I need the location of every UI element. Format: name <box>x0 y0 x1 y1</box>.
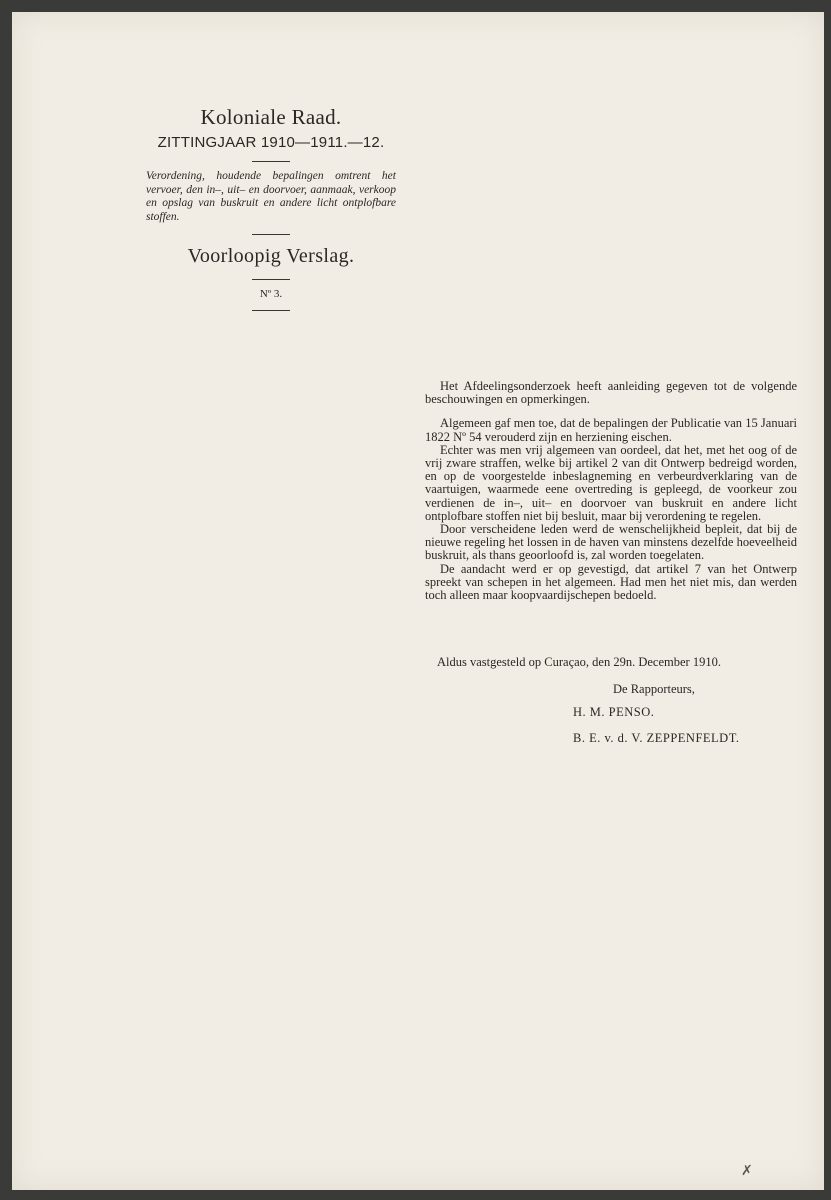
divider <box>252 279 290 280</box>
report-title: Voorloopig Verslag. <box>187 245 355 267</box>
ordinance-description: Verordening, houdende bepalingen omtrent het vervoer, den in–, uit– en doorvoer, aanmaak, verkoop en opslag van buskruit en andere licht ontplofbare stoffen. <box>146 170 396 223</box>
document-page <box>12 12 824 1190</box>
paragraph: Echter was men vrij algemeen van oordeel, dat het, met het oog of de vrij zware straffen, welke bij artikel 2 van dit Ontwerp bedreigd worden, en op de voorgestelde inbeslagneming en verbeurdverklaring van de vaartuigen, waarmede eene overtreding is gepleegd, de voorkeur zou verdienen de in–, uit– en doorvoer van buskruit en andere licht ontplofbare stoffen niet bij besluit, maar bij verordening te regelen. <box>425 442 797 523</box>
report-number: Nº 3. <box>259 288 283 300</box>
paragraph: De aandacht werd er op gevestigd, dat artikel 7 van het Ontwerp spreekt van schepen in het algemeen. Had men het niet mis, dan werden toch alleen maar koopvaardijschepen bedoeld. <box>425 561 797 603</box>
council-title: Koloniale Raad. <box>200 105 342 129</box>
document-header <box>142 104 400 319</box>
divider <box>252 310 290 311</box>
signatory: B. E. v. d. V. ZEPPENFELDT. <box>573 731 740 745</box>
rapporteurs-label: De Rapporteurs, <box>613 682 695 696</box>
corner-mark: ✗ <box>741 1164 753 1179</box>
divider <box>252 234 290 235</box>
paragraph: Door verscheidene leden werd de wenschelijkheid bepleit, dat bij de nieuwe regeling het lossen in de haven van minstens dezelfde hoeveelheid buskruit, als thans geoorloofd is, zal worden toegelaten. <box>425 522 797 563</box>
closing-statement: Aldus vastgesteld op Curaçao, den 29n. December 1910. <box>437 655 721 669</box>
session-year: ZITTINGJAAR 1910—1911.—12. <box>157 134 385 151</box>
paragraph: Het Afdeelingsonderzoek heeft aanleiding gegeven tot de volgende beschouwingen en opmerkingen. <box>425 379 797 407</box>
report-body <box>425 380 797 602</box>
divider <box>252 161 290 162</box>
signatory: H. M. PENSO. <box>573 705 655 719</box>
paragraph: Algemeen gaf men toe, dat de bepalingen der Publicatie van 15 Januari 1822 Nº 54 verouderd zijn en herziening eischen. <box>425 416 797 444</box>
